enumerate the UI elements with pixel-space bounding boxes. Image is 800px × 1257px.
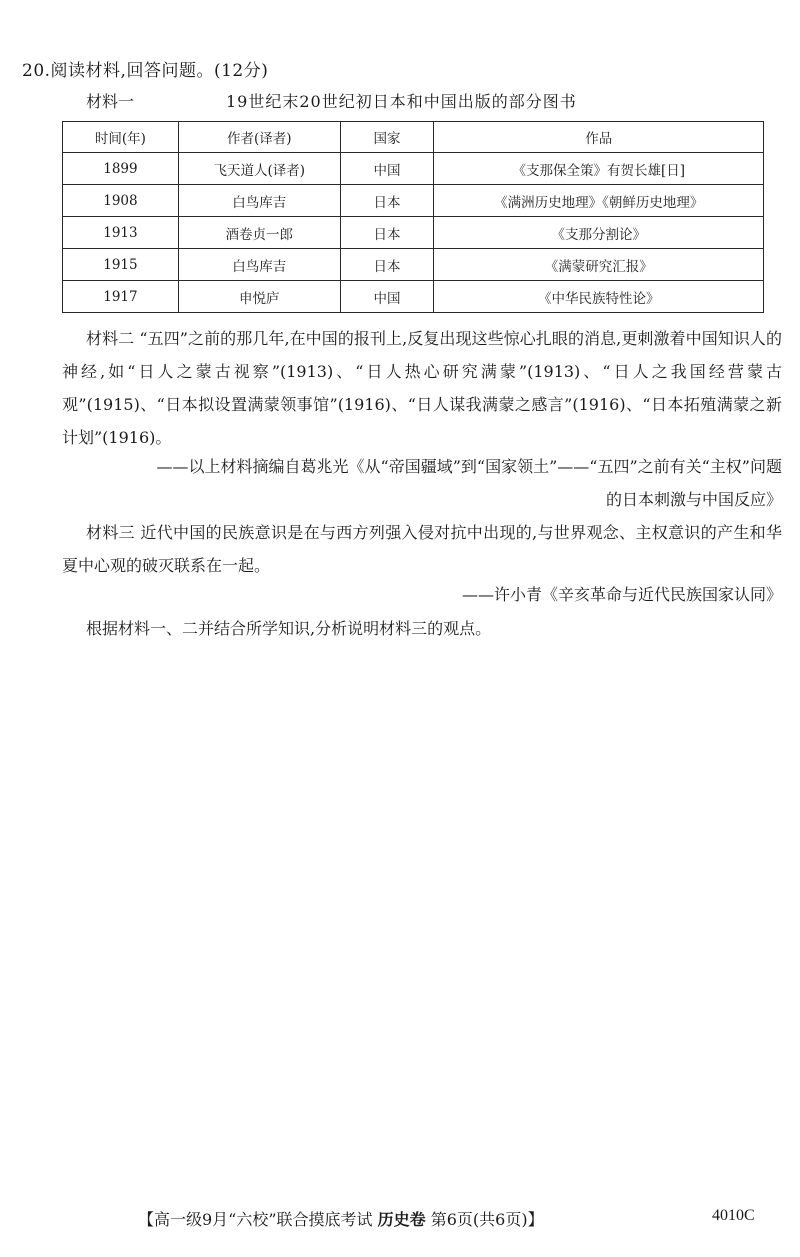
cell-author: 酒卷贞一郎 xyxy=(178,217,340,249)
cell-author: 白鸟库吉 xyxy=(178,249,340,281)
cell-work: 《满洲历史地理》《朝鲜历史地理》 xyxy=(434,185,764,217)
cell-year: 1915 xyxy=(63,249,179,281)
cell-author: 飞天道人(译者) xyxy=(178,153,340,185)
table-header-row xyxy=(63,122,764,153)
books-table xyxy=(62,121,764,313)
header-year: 时间(年) xyxy=(63,122,179,153)
cell-work: 《支那分割论》 xyxy=(434,217,764,249)
cell-work: 《支那保全策》有贺长雄[日] xyxy=(434,153,764,185)
cell-year: 1899 xyxy=(63,153,179,185)
cell-author: 白鸟库吉 xyxy=(178,185,340,217)
footer-subject: 历史卷 xyxy=(377,1210,426,1229)
cell-country: 日本 xyxy=(340,217,434,249)
cell-work: 《中华民族特性论》 xyxy=(434,281,764,313)
footer-code: 4010C xyxy=(712,1207,755,1224)
material3-source: ——许小青《辛亥革命与近代民族国家认同》 xyxy=(461,585,782,604)
material2-text: 材料二 “五四”之前的那几年,在中国的报刊上,反复出现这些惊心扎眼的消息,更刺激着中国知识人的神经,如“日人之蒙古视察”(1913)、“日人热心研究满蒙”(1913)、“日人之我国经营蒙古观”(1915)、“日本拟设置满蒙领事馆”(1916)、“日人谋我满蒙之感言”(1916)、“日本拓殖满蒙之新计划”(1916)。 xyxy=(62,329,782,447)
footer-info xyxy=(138,1207,544,1230)
footer-prefix: 【高一级9月“六校”联合摸底考试 xyxy=(138,1210,378,1229)
table-row xyxy=(63,153,764,185)
cell-country: 中国 xyxy=(340,153,434,185)
cell-work: 《满蒙研究汇报》 xyxy=(434,249,764,281)
question-prompt: 根据材料一、二并结合所学知识,分析说明材料三的观点。 xyxy=(86,619,492,638)
header-work: 作品 xyxy=(434,122,764,153)
table-row xyxy=(63,185,764,217)
table-row xyxy=(63,217,764,249)
header-country: 国家 xyxy=(340,122,434,153)
cell-year: 1908 xyxy=(63,185,179,217)
header-author: 作者(译者) xyxy=(178,122,340,153)
question-title: 20.阅读材料,回答问题。(12分) xyxy=(22,61,269,81)
table-row xyxy=(63,249,764,281)
material2-source-line2: 的日本刺激与中国反应》 xyxy=(605,490,782,509)
cell-year: 1913 xyxy=(63,217,179,249)
cell-country: 中国 xyxy=(340,281,434,313)
cell-year: 1917 xyxy=(63,281,179,313)
material3-text: 材料三 近代中国的民族意识是在与西方列强入侵对抗中出现的,与世界观念、主权意识的产生和华夏中心观的破灭联系在一起。 xyxy=(62,523,782,575)
material1-caption: 19世纪末20世纪初日本和中国出版的部分图书 xyxy=(226,92,577,111)
cell-country: 日本 xyxy=(340,185,434,217)
material2-source-line1: ——以上材料摘编自葛兆光《从“帝国疆域”到“国家领土”——“五四”之前有关“主权”问题 xyxy=(156,457,782,476)
cell-country: 日本 xyxy=(340,249,434,281)
cell-author: 申悦庐 xyxy=(178,281,340,313)
material1-label: 材料一 xyxy=(86,92,135,111)
table-row xyxy=(63,281,764,313)
footer-page: 第6页(共6页)】 xyxy=(425,1210,544,1229)
